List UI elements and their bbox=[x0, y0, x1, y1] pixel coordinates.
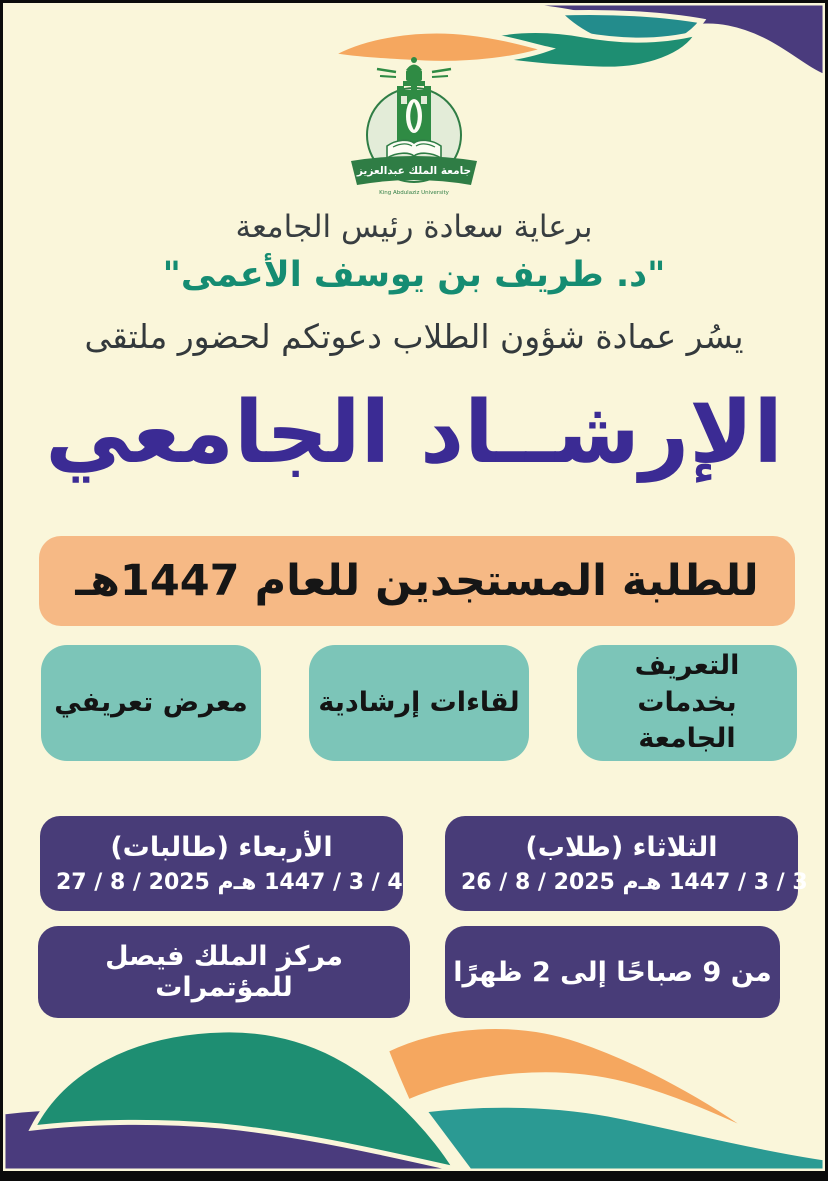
wave-emerald-top bbox=[452, 31, 698, 70]
patronage-line: برعاية سعادة رئيس الجامعة bbox=[235, 209, 593, 245]
logo-finial bbox=[411, 57, 417, 63]
wave-orange-bottom bbox=[386, 1027, 759, 1136]
session-card-students bbox=[445, 816, 808, 911]
session-day-label: الثلاثاء (طلاب) bbox=[525, 832, 718, 863]
session-date-line bbox=[40, 870, 403, 895]
logo-lantern-base bbox=[403, 81, 425, 86]
feature-card-services: التعريف بخدمات الجامعة bbox=[577, 645, 797, 761]
president-name: "د. طريف بن يوسف الأعمى" bbox=[162, 255, 666, 295]
gregorian-date: 27 / 8 / 2025 م bbox=[56, 870, 234, 895]
feature-cards-row bbox=[41, 645, 797, 761]
time-label: من 9 صباحًا إلى 2 ظهرًا bbox=[453, 956, 772, 988]
logo-window-left bbox=[401, 96, 407, 104]
feature-card-exhibition: معرض تعريفي bbox=[41, 645, 261, 761]
logo-university-name-arabic: جامعة الملك عبدالعزيز bbox=[356, 165, 472, 177]
event-title: الإرشــاد الجامعي bbox=[45, 383, 783, 483]
logo-university-name-english: King Abdulaziz University bbox=[379, 190, 449, 196]
logo-ray-right bbox=[432, 69, 451, 72]
wave-emerald-bottom bbox=[33, 1030, 456, 1169]
venue-label: مركز الملك فيصل للمؤتمرات bbox=[105, 941, 343, 1003]
bottom-black-bar bbox=[3, 1171, 825, 1178]
gregorian-date: 26 / 8 / 2025 م bbox=[461, 870, 639, 895]
hijri-date: 3 / 3 / 1447 هـ bbox=[638, 870, 808, 895]
session-day-label: الأربعاء (طالبات) bbox=[110, 832, 333, 863]
logo-ray-left-2 bbox=[380, 76, 396, 77]
feature-card-meetings: لقاءات إرشادية bbox=[309, 645, 529, 761]
audience-banner: للطلبة المستجدين للعام 1447هـ bbox=[39, 536, 795, 626]
invitation-line: يسُر عمادة شؤون الطلاب دعوتكم لحضور ملتقى bbox=[84, 317, 744, 356]
logo-lantern-cap bbox=[406, 65, 422, 71]
bottom-wave-decoration bbox=[3, 1006, 825, 1171]
session-date-line bbox=[445, 870, 808, 895]
logo-ray-right-2 bbox=[432, 76, 448, 77]
session-card-females bbox=[40, 816, 403, 911]
logo-lantern bbox=[406, 70, 422, 81]
time-card bbox=[445, 926, 780, 1018]
wave-teal-bottom bbox=[424, 1105, 825, 1171]
logo-crenellation bbox=[397, 86, 431, 92]
wave-teal-top bbox=[559, 12, 702, 49]
venue-card bbox=[38, 926, 410, 1018]
wave-purple-top bbox=[480, 3, 825, 77]
hijri-date: 4 / 3 / 1447 هـ bbox=[233, 870, 403, 895]
logo-window-right bbox=[421, 96, 427, 104]
wave-purple-bottom bbox=[3, 1108, 470, 1171]
logo-ray-left bbox=[377, 69, 396, 72]
university-logo bbox=[349, 53, 479, 198]
